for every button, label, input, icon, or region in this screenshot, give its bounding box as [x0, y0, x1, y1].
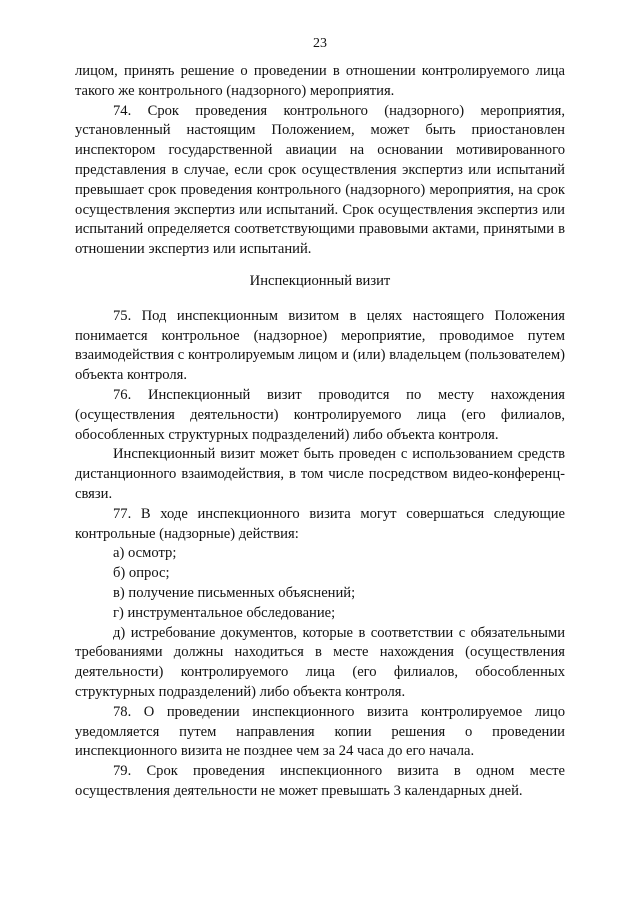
paragraph-78: 78. О проведении инспекционного визита контролируемое лицо уведомляется путем направления копии решения о проведении инспекционного визита не позднее чем за 24 часа до его начала.	[75, 703, 565, 760]
paragraph-74: 74. Срок проведения контрольного (надзорного) мероприятия, установленный настоящим Положением, может быть приостановлен инспектором государственной авиации на основании мотивированного представления в случае, если срок осуществления экспертиз или испытаний превышает срок проведения контрольного (надзорного) мероприятия, на срок осуществления экспертиз или испытаний. Срок осуществления экспертиз или испытаний определяется соответствующими правовыми актами, принятыми в отношении экспертиз или испытаний.	[75, 102, 565, 258]
paragraph-77: 77. В ходе инспекционного визита могут совершаться следующие контрольные (надзорные) действия:	[75, 505, 565, 542]
paragraph-76: 76. Инспекционный визит проводится по месту нахождения (осуществления деятельности) контролируемого лица (его филиалов, обособленных структурных подразделений) либо объекта контроля.	[75, 386, 565, 443]
list-item-g: г) инструментальное обследование;	[113, 604, 336, 621]
section-heading: Инспекционный визит	[249, 272, 391, 289]
list-item-v: в) получение письменных объяснений;	[113, 584, 356, 601]
paragraph-76-remote: Инспекционный визит может быть проведен с использованием средств дистанционного взаимодействия, в том числе посредством видео-конференц-связи.	[75, 446, 565, 502]
document-body	[75, 62, 565, 802]
list-item-d: д) истребование документов, которые в соответствии с обязательными требованиями должны находиться в месте нахождения (осуществления деятельности) контролируемого лица (его филиалов, обособленных структурных подразделений) либо объекта контроля.	[75, 624, 565, 700]
list-item-b: б) опрос;	[113, 565, 170, 582]
paragraph-75: 75. Под инспекционным визитом в целях настоящего Положения понимается контрольное (надзорное) мероприятие, проводимое путем взаимодействия с контролируемым лицом и (или) владельцем (пользователем) объекта контроля.	[75, 307, 565, 384]
list-item-a: а) осмотр;	[113, 545, 177, 562]
paragraph-continuation: лицом, принять решение о проведении в отношении контролируемого лица такого же контрольного (надзорного) мероприятия.	[75, 63, 565, 99]
paragraph-79: 79. Срок проведения инспекционного визита в одном месте осуществления деятельности не может превышать 3 календарных дней.	[75, 763, 565, 799]
page-number: 23	[313, 36, 327, 51]
